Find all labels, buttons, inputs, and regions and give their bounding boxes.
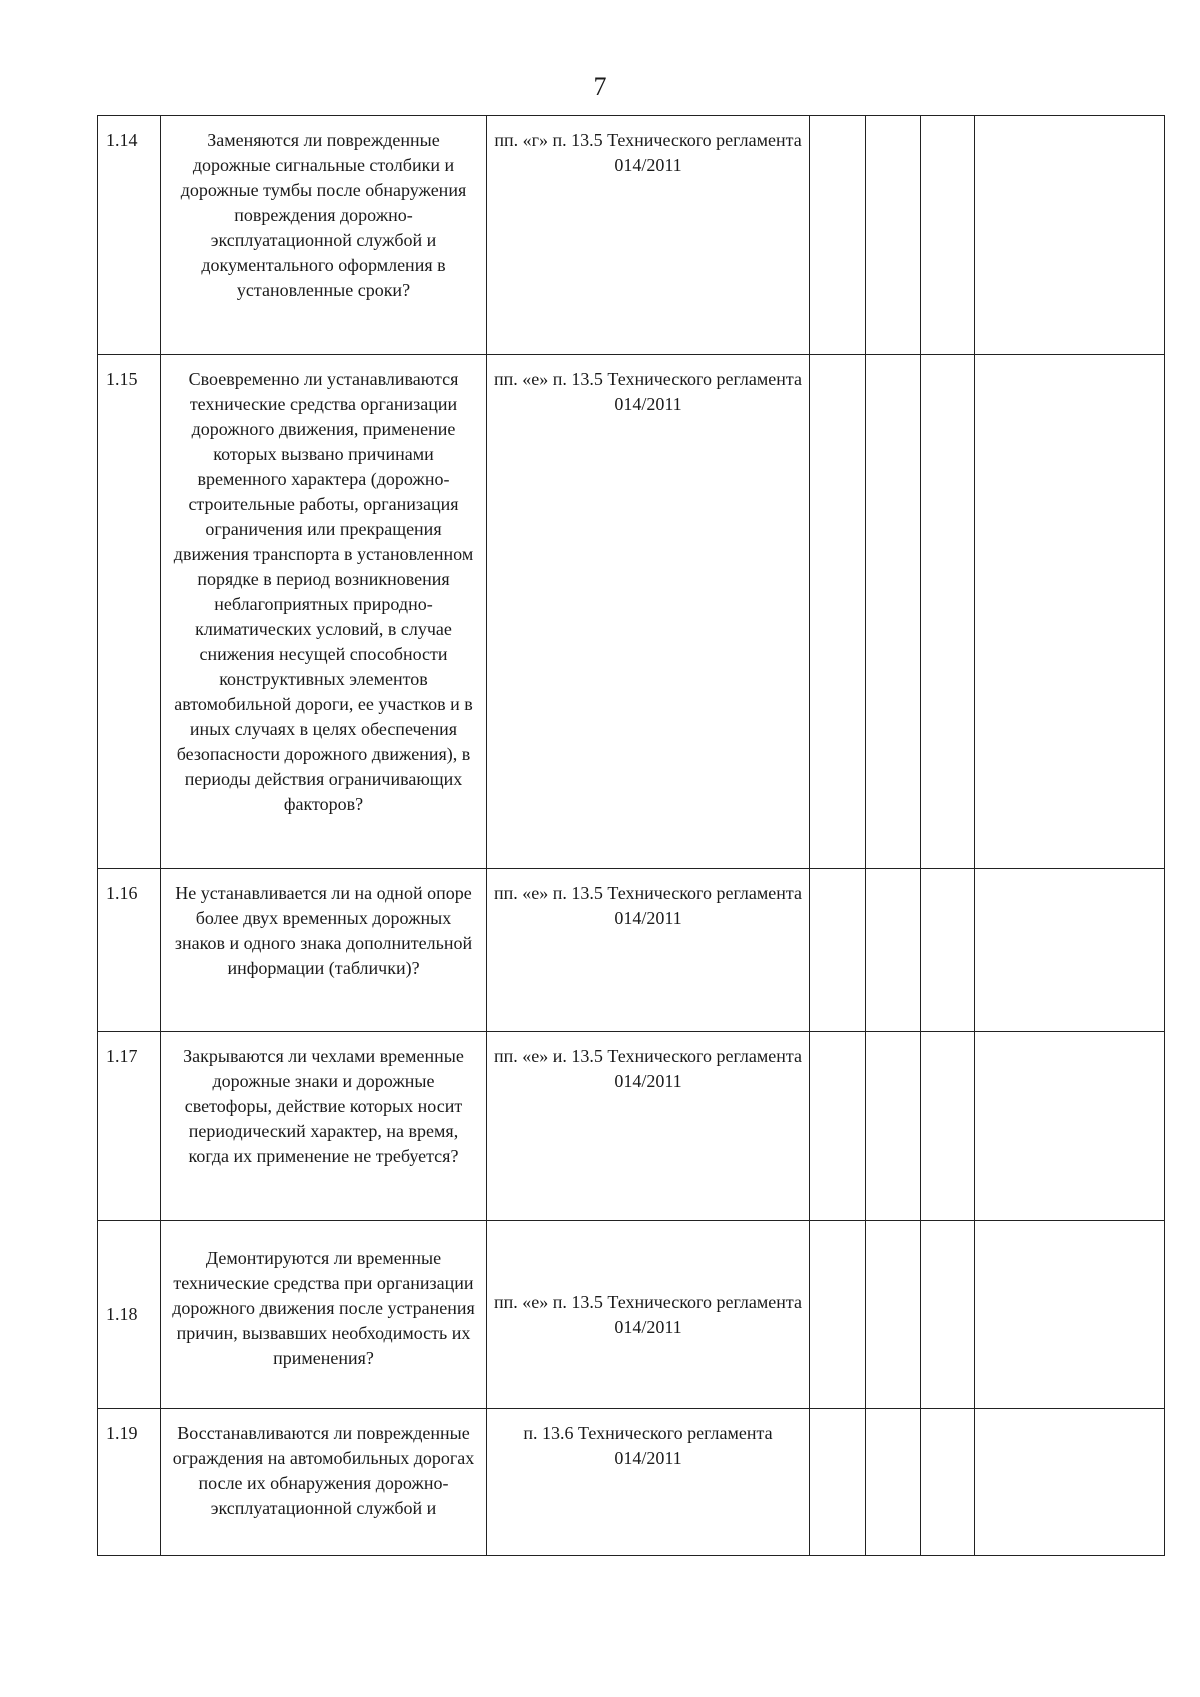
notes-cell[interactable] xyxy=(975,1409,1165,1556)
regulation-reference: пп. «е» п. 13.5 Технического регламента 014/2011 xyxy=(487,869,810,1032)
regulation-reference: пп. «е» и. 13.5 Технического регламента 014/2011 xyxy=(487,1032,810,1221)
page-number: 7 xyxy=(593,72,607,101)
requirement-question: Заменяются ли поврежденные дорожные сигнальные столбики и дорожные тумбы после обнаружения повреждения дорожно-эксплуатационной службой и документального оформления в установленные сроки? xyxy=(161,116,487,355)
answer-cell-no[interactable] xyxy=(866,116,921,355)
item-number: 1.14 xyxy=(98,116,161,355)
answer-cell-yes[interactable] xyxy=(810,869,866,1032)
requirement-question: Демонтируются ли временные технические средства при организации дорожного движения после устранения причин, вызвавших необходимость их применения? xyxy=(161,1221,487,1409)
answer-cell-yes[interactable] xyxy=(810,1409,866,1556)
item-number: 1.15 xyxy=(98,355,161,869)
requirement-question: Восстанавливаются ли поврежденные ограждения на автомобильных дорогах после их обнаружения дорожно-эксплуатационной службой и xyxy=(161,1409,487,1556)
answer-cell-na[interactable] xyxy=(921,1032,975,1221)
answer-cell-yes[interactable] xyxy=(810,116,866,355)
requirement-question: Закрываются ли чехлами временные дорожные знаки и дорожные светофоры, действие которых носит периодический характер, на время, когда их применение не требуется? xyxy=(161,1032,487,1221)
regulation-reference: пп. «е» п. 13.5 Технического регламента 014/2011 xyxy=(487,355,810,869)
item-number: 1.16 xyxy=(98,869,161,1032)
notes-cell[interactable] xyxy=(975,869,1165,1032)
item-number: 1.17 xyxy=(98,1032,161,1221)
regulation-reference: пп. «г» п. 13.5 Технического регламента 014/2011 xyxy=(487,116,810,355)
answer-cell-na[interactable] xyxy=(921,355,975,869)
table-row xyxy=(98,1032,1165,1221)
answer-cell-no[interactable] xyxy=(866,1221,921,1409)
table-row xyxy=(98,1409,1165,1556)
requirement-question: Своевременно ли устанавливаются технические средства организации дорожного движения, применение которых вызвано причинами временного характера (дорожно-строительные работы, организация ограничения или прекращения движения транспорта в установленном порядке в период возникновения неблагоприятных природно-климатических условий, в случае снижения несущей способности конструктивных элементов автомобильной дороги, ее участков и в иных случаях в целях обеспечения безопасности дорожного движения), в периоды действия ограничивающих факторов? xyxy=(161,355,487,869)
answer-cell-yes[interactable] xyxy=(810,355,866,869)
table-row xyxy=(98,355,1165,869)
answer-cell-na[interactable] xyxy=(921,1409,975,1556)
answer-cell-no[interactable] xyxy=(866,1032,921,1221)
notes-cell[interactable] xyxy=(975,1221,1165,1409)
answer-cell-no[interactable] xyxy=(866,355,921,869)
answer-cell-yes[interactable] xyxy=(810,1221,866,1409)
table-row xyxy=(98,116,1165,355)
answer-cell-na[interactable] xyxy=(921,1221,975,1409)
requirement-question: Не устанавливается ли на одной опоре более двух временных дорожных знаков и одного знака дополнительной информации (таблички)? xyxy=(161,869,487,1032)
item-number: 1.18 xyxy=(98,1221,161,1409)
answer-cell-no[interactable] xyxy=(866,1409,921,1556)
table-row xyxy=(98,869,1165,1032)
item-number: 1.19 xyxy=(98,1409,161,1556)
answer-cell-na[interactable] xyxy=(921,116,975,355)
notes-cell[interactable] xyxy=(975,355,1165,869)
answer-cell-no[interactable] xyxy=(866,869,921,1032)
regulation-reference: пп. «е» п. 13.5 Технического регламента 014/2011 xyxy=(487,1221,810,1409)
answer-cell-yes[interactable] xyxy=(810,1032,866,1221)
notes-cell[interactable] xyxy=(975,1032,1165,1221)
answer-cell-na[interactable] xyxy=(921,869,975,1032)
checklist-table xyxy=(97,115,1165,1556)
regulation-reference: п. 13.6 Технического регламента 014/2011 xyxy=(487,1409,810,1556)
notes-cell[interactable] xyxy=(975,116,1165,355)
table-row xyxy=(98,1221,1165,1409)
